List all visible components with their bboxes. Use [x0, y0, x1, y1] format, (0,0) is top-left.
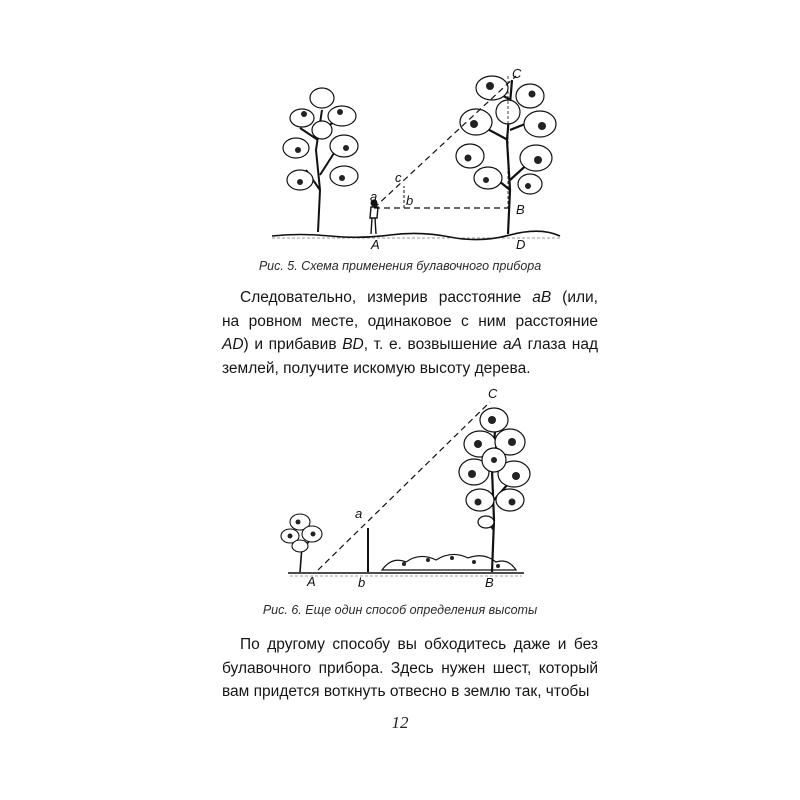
figure-5: [0, 0, 800, 260]
label-c: c: [395, 170, 402, 185]
text-line: Следовательно, измерив расстояние aB (или,: [240, 289, 598, 306]
label-C: C: [488, 386, 498, 401]
text-line: По другому способу вы обходитесь даже и без: [240, 636, 598, 653]
figure-6-caption: Рис. 6. Еще один способ определения высоты: [262, 603, 538, 617]
text-line: AD) и прибавив BD, т. е. возвышение aA глаза над: [222, 336, 598, 353]
text-line: на ровном месте, одинаковое с ним расстояние: [222, 312, 598, 330]
text-line: вам придется воткнуть отвесно в землю так, чтобы: [222, 683, 590, 700]
italic-term: aA: [503, 336, 522, 353]
label-A: A: [371, 237, 380, 252]
label-b: b: [358, 575, 366, 590]
label-A: A: [307, 574, 316, 589]
label-D: D: [516, 237, 526, 252]
figure-6: [0, 380, 800, 600]
italic-term: aB: [532, 289, 552, 306]
figure-5-caption: Рис. 5. Схема применения булавочного прибора: [258, 259, 542, 273]
label-C: C: [512, 66, 522, 81]
text-line: булавочного прибора. Здесь нужен шест, который: [222, 659, 598, 677]
figure-5-drawing: [0, 0, 800, 260]
italic-term: AD: [222, 336, 244, 353]
paragraph-1: [222, 286, 598, 380]
label-a: a: [355, 506, 363, 521]
label-B: B: [516, 202, 525, 217]
italic-term: BD: [342, 336, 364, 353]
page-number: 12: [391, 713, 409, 732]
label-b: b: [406, 193, 414, 208]
label-a: a: [370, 189, 378, 204]
figure-6-drawing: [0, 380, 800, 600]
paragraph-2: [222, 633, 598, 704]
label-B: B: [485, 575, 494, 590]
text-line: землей, получите искомую высоту дерева.: [222, 359, 531, 377]
